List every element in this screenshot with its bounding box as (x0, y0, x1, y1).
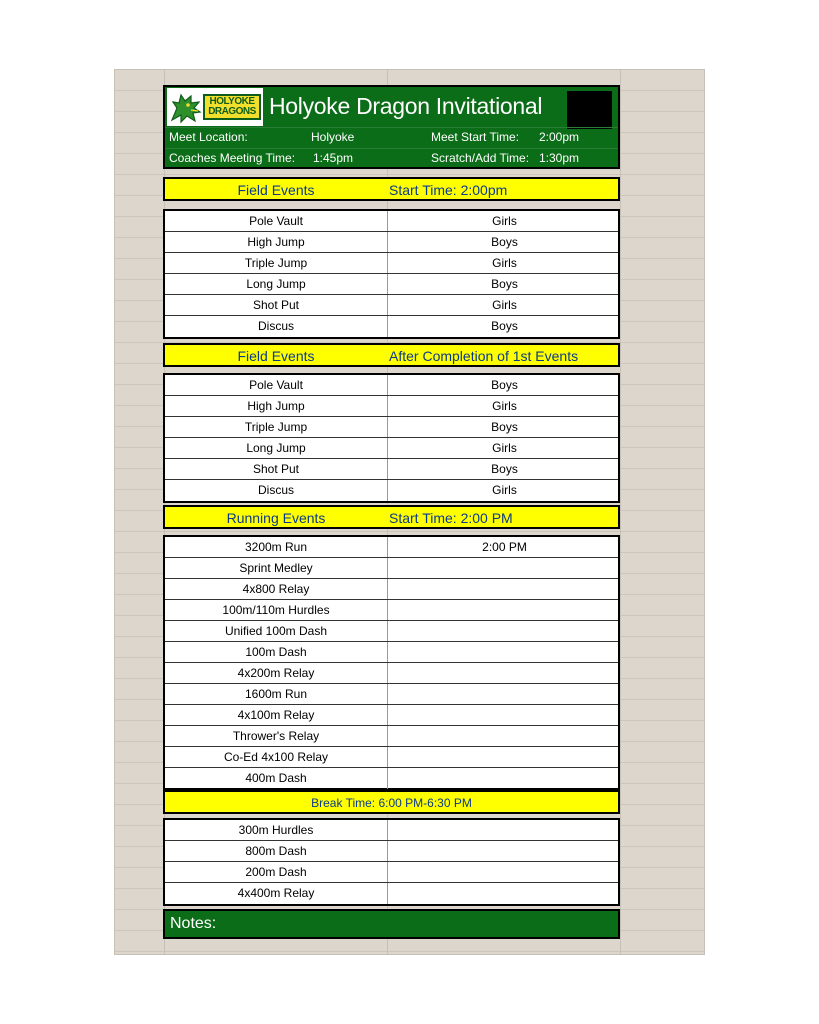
running-events-heading (163, 505, 620, 529)
meet-start-label: Meet Start Time: (431, 130, 520, 144)
event-name: 4x400m Relay (237, 886, 315, 900)
field-events-heading-2 (163, 343, 620, 367)
event-name: Pole Vault (249, 378, 303, 392)
event-name: Sprint Medley (239, 561, 313, 575)
table-row (165, 600, 618, 621)
scratch-add-label: Scratch/Add Time: (431, 151, 530, 165)
event-gender: Girls (492, 399, 517, 413)
meet-start-value: 2:00pm (539, 130, 580, 144)
table-row (165, 375, 618, 396)
event-gender: Girls (492, 214, 517, 228)
logo-text-line1: HOLYOKE (209, 96, 255, 107)
event-gender: Girls (492, 483, 517, 497)
logo-text-line2: DRAGONS (208, 106, 256, 117)
event-gender: Boys (491, 462, 518, 476)
table-row (165, 579, 618, 600)
event-name: 100m Dash (245, 645, 307, 659)
divider (165, 127, 618, 128)
table-row (165, 232, 618, 253)
holyoke-dragons-logo (167, 88, 263, 126)
event-name: Co-Ed 4x100 Relay (223, 750, 329, 764)
scratch-add-value: 1:30pm (539, 151, 580, 165)
event-name: 1600m Run (244, 687, 308, 701)
table-row (165, 274, 618, 295)
event-name: 4x100m Relay (237, 708, 315, 722)
table-row (165, 663, 618, 684)
running-events-table-2 (163, 818, 620, 906)
event-name: 400m Dash (245, 771, 307, 785)
notes-bar (163, 909, 620, 939)
coaches-meeting-label: Coaches Meeting Time: (169, 151, 296, 165)
section-title: Field Events (237, 348, 315, 364)
event-name: Pole Vault (249, 214, 303, 228)
table-row (165, 768, 618, 789)
table-row (165, 295, 618, 316)
table-row (165, 459, 618, 480)
event-name: Triple Jump (244, 420, 308, 434)
table-row (165, 642, 618, 663)
event-name: High Jump (247, 399, 305, 413)
notes-label: Notes: (170, 915, 217, 932)
field-events-table-2 (163, 373, 620, 503)
running-events-table (163, 535, 620, 790)
table-row (165, 883, 618, 904)
event-name: 300m Hurdles (238, 823, 314, 837)
table-row (165, 316, 618, 337)
coaches-meeting-value: 1:45pm (313, 151, 354, 165)
table-row (165, 705, 618, 726)
section-title: Field Events (237, 182, 315, 198)
table-row (165, 438, 618, 459)
event-name: Unified 100m Dash (224, 624, 328, 638)
event-gender: Boys (491, 420, 518, 434)
event-name: Shot Put (252, 298, 300, 312)
table-row (165, 253, 618, 274)
meet-header (163, 85, 620, 169)
event-time: 2:00 PM (482, 540, 527, 554)
meet-location-label: Meet Location: (169, 130, 248, 144)
dragon-icon (169, 90, 203, 124)
table-row (165, 820, 618, 841)
event-name: 800m Dash (245, 844, 307, 858)
event-name: High Jump (247, 235, 305, 249)
event-name: Long Jump (246, 277, 306, 291)
event-name: 3200m Run (244, 540, 308, 554)
event-name: Thrower's Relay (232, 729, 320, 743)
break-time-label: Break Time: 6:00 PM-6:30 PM (311, 796, 472, 810)
table-row (165, 211, 618, 232)
section-title: Running Events (226, 510, 326, 526)
event-name: Discus (257, 319, 294, 333)
section-start-time: Start Time: 2:00 PM (389, 510, 513, 526)
section-start-time: Start Time: 2:00pm (389, 182, 508, 198)
divider (165, 148, 618, 149)
table-row (165, 621, 618, 642)
event-gender: Boys (491, 277, 518, 291)
event-gender: Boys (491, 319, 518, 333)
event-name: 200m Dash (245, 865, 307, 879)
table-row (165, 726, 618, 747)
break-time-banner (163, 790, 620, 814)
table-row (165, 862, 618, 883)
page-title: Holyoke Dragon Invitational (269, 93, 543, 119)
table-row (165, 396, 618, 417)
field-events-heading-1 (163, 177, 620, 201)
event-gender: Girls (492, 441, 517, 455)
table-row (165, 537, 618, 558)
redacted-box (567, 91, 612, 129)
event-name: Triple Jump (244, 256, 308, 270)
event-name: Discus (257, 483, 294, 497)
table-row (165, 480, 618, 501)
table-row (165, 841, 618, 862)
event-gender: Boys (491, 378, 518, 392)
table-row (165, 417, 618, 438)
event-name: Shot Put (252, 462, 300, 476)
field-events-table-1 (163, 209, 620, 339)
event-gender: Boys (491, 235, 518, 249)
table-row (165, 684, 618, 705)
event-name: 4x200m Relay (237, 666, 315, 680)
event-gender: Girls (492, 298, 517, 312)
event-name: 4x800 Relay (242, 582, 310, 596)
table-row (165, 558, 618, 579)
event-name: Long Jump (246, 441, 306, 455)
meet-location-value: Holyoke (311, 130, 355, 144)
logo-wordmark (203, 94, 261, 120)
event-name: 100m/110m Hurdles (222, 603, 330, 617)
table-row (165, 747, 618, 768)
section-start-time: After Completion of 1st Events (389, 348, 579, 364)
event-gender: Girls (492, 256, 517, 270)
